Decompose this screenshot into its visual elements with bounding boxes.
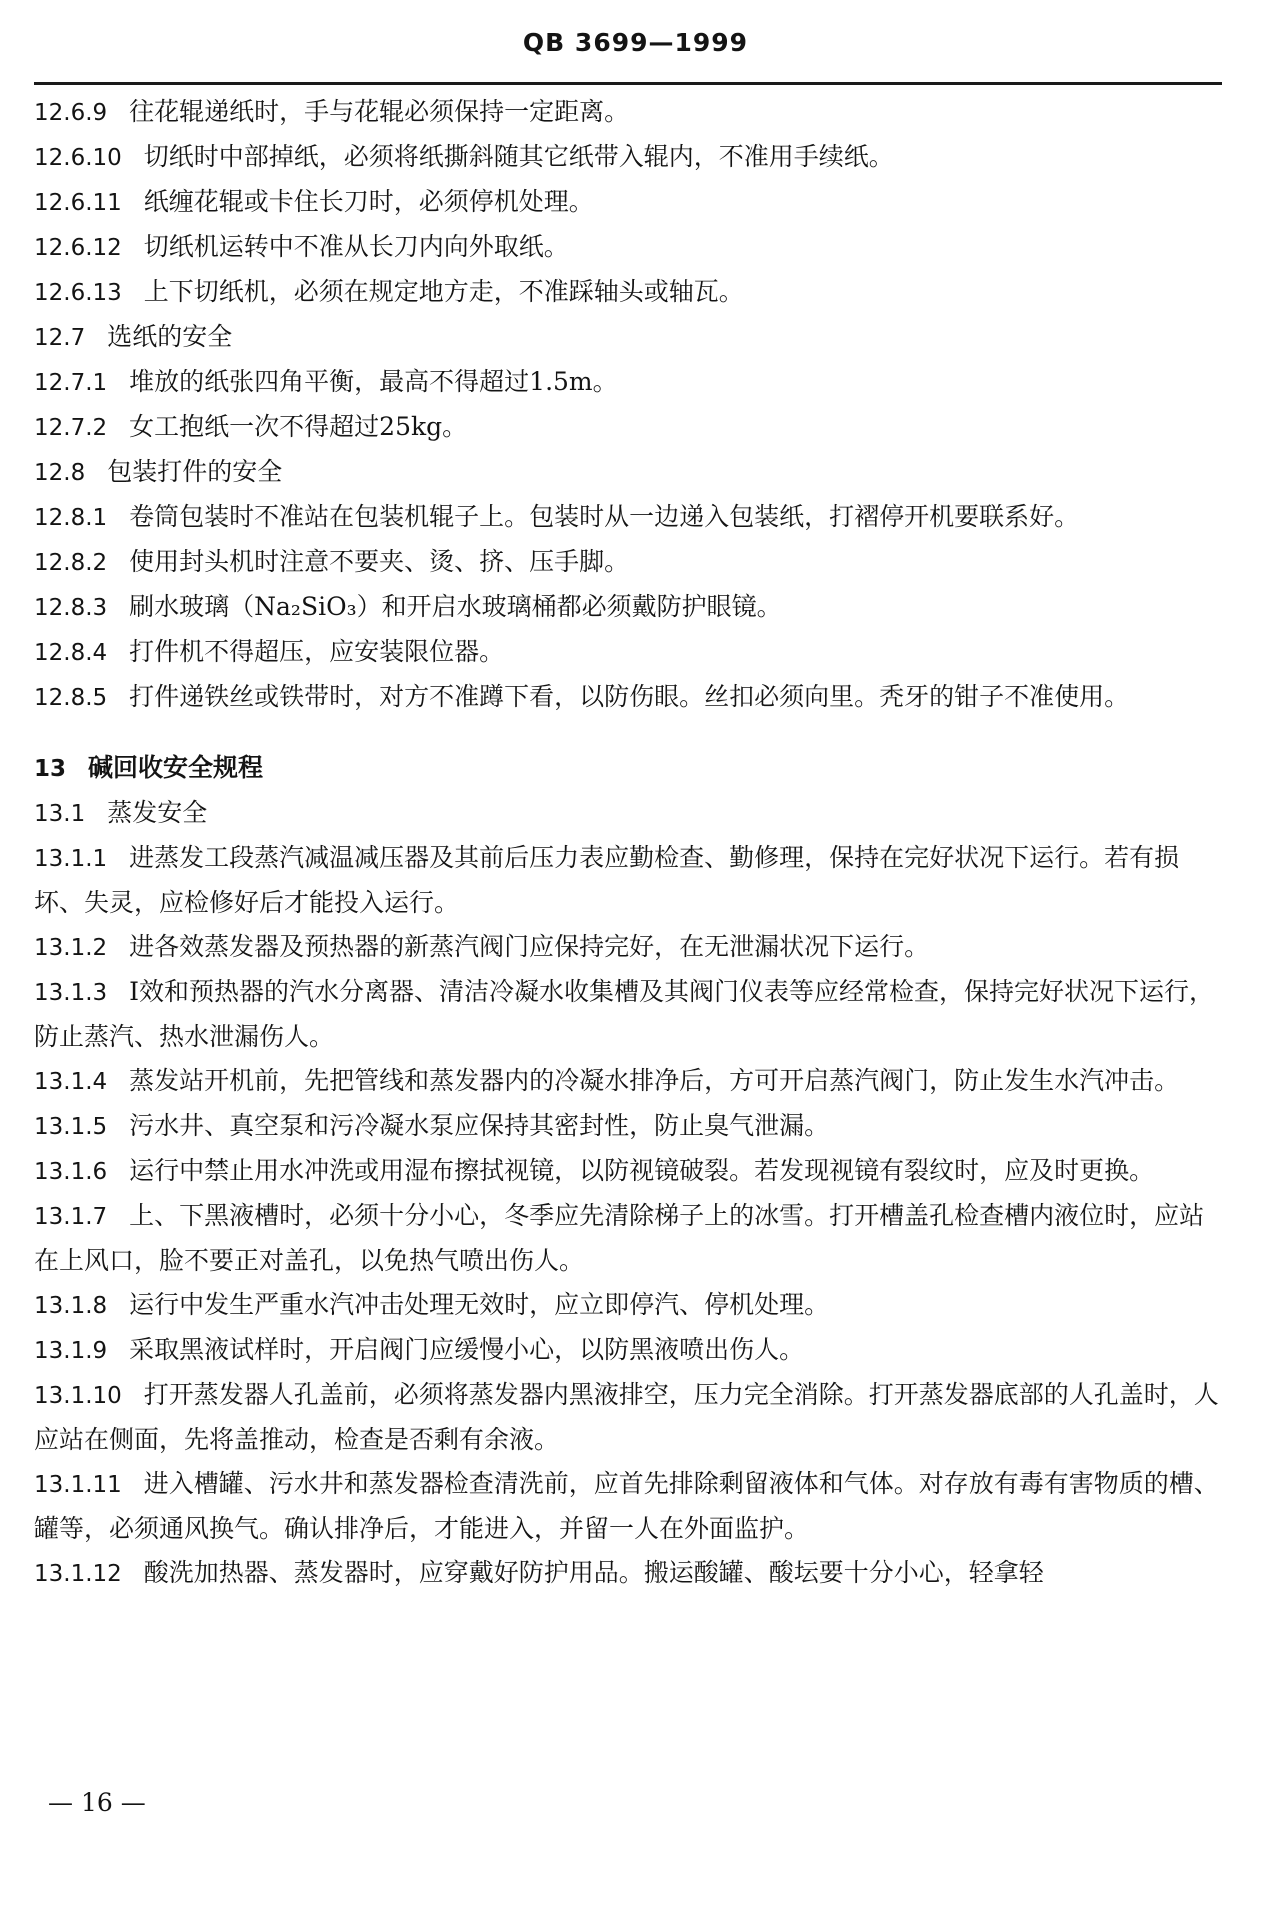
clause-13-1-9 — [34, 1328, 1224, 1373]
clause-number: 12.6.12 — [34, 235, 122, 261]
clause-13-1-12 — [34, 1551, 1224, 1596]
subsection-13-1 — [34, 791, 1224, 836]
clause-number: 12.8.2 — [34, 550, 108, 576]
clause-text: 打开蒸发器人孔盖前，必须将蒸发器内黑液排空，压力完全消除。打开蒸发器底部的人孔盖时，人应站在侧面，先将盖推动，检查是否剩有余液。 — [34, 1380, 1219, 1454]
document-body — [34, 90, 1224, 1596]
subsection-title: 包装打件的安全 — [107, 457, 283, 486]
section-spacer — [34, 720, 1224, 746]
clause-text: 卷筒包装时不准站在包装机辊子上。包装时从一边递入包装纸，打褶停开机要联系好。 — [129, 502, 1080, 531]
clause-number: 13.1.11 — [34, 1472, 122, 1498]
clause-text: 酸洗加热器、蒸发器时，应穿戴好防护用品。搬运酸罐、酸坛要十分小心，轻拿轻 — [143, 1558, 1044, 1587]
clause-12-8-5 — [34, 675, 1224, 720]
subsection-number: 13.1 — [34, 801, 86, 827]
clause-number: 13.1.8 — [34, 1293, 108, 1319]
clause-text: 进各效蒸发器及预热器的新蒸汽阀门应保持完好，在无泄漏状况下运行。 — [129, 932, 930, 961]
clause-12-6-12 — [34, 225, 1224, 270]
header-rule — [34, 82, 1222, 85]
clause-text: 切纸机运转中不准从长刀内向外取纸。 — [143, 232, 569, 261]
clause-number: 12.6.11 — [34, 190, 122, 216]
clause-text: 女工抱纸一次不得超过25kg。 — [129, 412, 468, 441]
clause-number: 13.1.7 — [34, 1204, 108, 1230]
clause-number: 13.1.5 — [34, 1114, 108, 1140]
clause-13-1-6 — [34, 1149, 1224, 1194]
clause-13-1-1 — [34, 836, 1224, 925]
clause-12-7-2 — [34, 405, 1224, 450]
clause-13-1-3 — [34, 970, 1224, 1059]
section-number: 13 — [34, 756, 67, 782]
clause-text: 污水井、真空泵和污冷凝水泵应保持其密封性，防止臭气泄漏。 — [129, 1111, 830, 1140]
clause-text: 采取黑液试样时，开启阀门应缓慢小心，以防黑液喷出伤人。 — [129, 1335, 805, 1364]
clause-13-1-8 — [34, 1283, 1224, 1328]
clause-13-1-10 — [34, 1373, 1224, 1462]
clause-number: 13.1.6 — [34, 1159, 108, 1185]
clause-text: 上下切纸机，必须在规定地方走，不准踩轴头或轴瓦。 — [143, 277, 744, 306]
clause-13-1-4 — [34, 1059, 1224, 1104]
clause-number: 12.8.5 — [34, 685, 108, 711]
section-title: 碱回收安全规程 — [88, 753, 264, 782]
clause-12-6-10 — [34, 135, 1224, 180]
clause-text: 进蒸发工段蒸汽减温减压器及其前后压力表应勤检查、勤修理，保持在完好状况下运行。若有损坏、失灵，应检修好后才能投入运行。 — [34, 843, 1180, 917]
section-13-heading — [34, 746, 1224, 791]
clause-text: 运行中发生严重水汽冲击处理无效时，应立即停汽、停机处理。 — [129, 1290, 830, 1319]
clause-text: 进入槽罐、污水井和蒸发器检查清洗前，应首先排除剩留液体和气体。对存放有毒有害物质的槽、罐等，必须通风换气。确认排净后，才能进入，并留一人在外面监护。 — [34, 1469, 1219, 1543]
clause-12-8-4 — [34, 630, 1224, 675]
clause-number: 13.1.10 — [34, 1383, 122, 1409]
clause-text: 堆放的纸张四角平衡，最高不得超过1.5m。 — [129, 367, 618, 396]
clause-text: 上、下黑液槽时，必须十分小心，冬季应先清除梯子上的冰雪。打开槽盖孔检查槽内液位时，应站在上风口，脸不要正对盖孔，以免热气喷出伤人。 — [34, 1201, 1205, 1275]
clause-text: 使用封头机时注意不要夹、烫、挤、压手脚。 — [129, 547, 630, 576]
subsection-12-7 — [34, 315, 1224, 360]
subsection-12-8 — [34, 450, 1224, 495]
clause-number: 13.1.1 — [34, 846, 108, 872]
clause-13-1-2 — [34, 925, 1224, 970]
clause-text: 打件递铁丝或铁带时，对方不准蹲下看，以防伤眼。丝扣必须向里。秃牙的钳子不准使用。 — [129, 682, 1130, 711]
clause-text: 刷水玻璃（Na₂SiO₃）和开启水玻璃桶都必须戴防护眼镜。 — [129, 592, 782, 621]
clause-12-6-13 — [34, 270, 1224, 315]
clause-text: 运行中禁止用水冲洗或用湿布擦拭视镜，以防视镜破裂。若发现视镜有裂纹时，应及时更换。 — [129, 1156, 1155, 1185]
subsection-title: 选纸的安全 — [107, 322, 233, 351]
clause-12-8-3 — [34, 585, 1224, 630]
clause-text: 蒸发站开机前，先把管线和蒸发器内的冷凝水排净后，方可开启蒸汽阀门，防止发生水汽冲击。 — [129, 1066, 1180, 1095]
page-header: QB 3699—1999 — [522, 28, 749, 57]
clause-number: 12.6.10 — [34, 145, 122, 171]
clause-13-1-11 — [34, 1462, 1224, 1551]
clause-number: 12.8.3 — [34, 595, 108, 621]
clause-number: 12.7.2 — [34, 415, 108, 441]
clause-number: 12.6.9 — [34, 100, 108, 126]
clause-12-7-1 — [34, 360, 1224, 405]
page-number: — 16 — — [48, 1788, 146, 1817]
clause-text: 纸缠花辊或卡住长刀时，必须停机处理。 — [143, 187, 594, 216]
clause-number: 13.1.4 — [34, 1069, 108, 1095]
clause-number: 12.8.4 — [34, 640, 108, 666]
clause-number: 12.7.1 — [34, 370, 108, 396]
clause-number: 13.1.12 — [34, 1561, 122, 1587]
clause-12-6-11 — [34, 180, 1224, 225]
clause-text: Ⅰ效和预热器的汽水分离器、清洁冷凝水收集槽及其阀门仪表等应经常检查，保持完好状况下运行，防止蒸汽、热水泄漏伤人。 — [34, 977, 1215, 1051]
clause-13-1-7 — [34, 1194, 1224, 1283]
clause-number: 12.8.1 — [34, 505, 108, 531]
clause-number: 13.1.3 — [34, 980, 108, 1006]
clause-number: 12.6.13 — [34, 280, 122, 306]
subsection-title: 蒸发安全 — [107, 798, 208, 827]
clause-12-6-9 — [34, 90, 1224, 135]
subsection-number: 12.8 — [34, 460, 86, 486]
clause-12-8-1 — [34, 495, 1224, 540]
clause-number: 13.1.9 — [34, 1338, 108, 1364]
clause-text: 往花辊递纸时，手与花辊必须保持一定距离。 — [129, 97, 630, 126]
clause-text: 打件机不得超压，应安装限位器。 — [129, 637, 505, 666]
clause-13-1-5 — [34, 1104, 1224, 1149]
subsection-number: 12.7 — [34, 325, 86, 351]
clause-number: 13.1.2 — [34, 935, 108, 961]
clause-12-8-2 — [34, 540, 1224, 585]
clause-text: 切纸时中部掉纸，必须将纸撕斜随其它纸带入辊内，不准用手续纸。 — [143, 142, 894, 171]
